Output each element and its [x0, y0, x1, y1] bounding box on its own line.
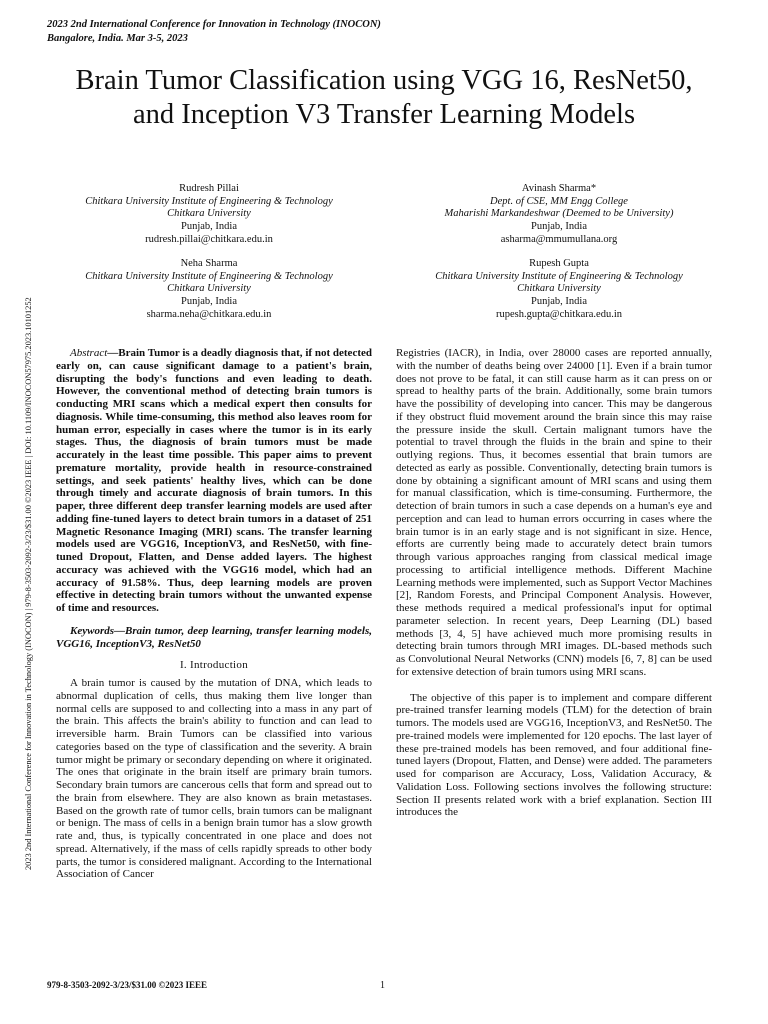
author-name: Rudresh Pillai	[179, 183, 239, 194]
author-email: asharma@mmumullana.org	[500, 233, 618, 245]
author-affiliation: Chitkara University	[167, 283, 251, 295]
conference-header	[47, 18, 381, 46]
left-column	[56, 347, 372, 881]
abstract-text: —Brain Tumor is a deadly diagnosis that, if not detected early on, can cause significant damage to a patient's brain, disrupting the body's functions and even leading to death. However, the conventional method of detecting brain tumors is conducting MRI scans which a medical expert then consults for diagnosis. While time-consuming, this method also leaves room for human error, especially in cases where the tumor is in its early stages. Thus, the diagnosis of brain tumors must be made accurately in the least time possible. This paper aims to prevent premature mortality, provide health in resource-constrained settings, and seek patients' healthy lives, which can be done through timely and accurate diagnosis of brain tumors. In this paper, three different deep transfer learning models are used after adding fine-tuned layers to detect brain tumors in a dataset of 251 Magnetic Resonance Imaging (MRI) scans. The transfer learning models used are VGG16, InceptionV3, and ResNet50, with fine-tuned Dropout, Flatten, and Dense added layers. The highest accuracy was achieved with the VGG16 model, which had an accuracy of 91.58%. Thus, deep learning models are proven effective in detecting brain tumors without the unwanted expense of time and resources.	[56, 347, 372, 614]
author-location: Punjab, India	[531, 221, 587, 233]
footer-copyright: 979-8-3503-2092-3/23/$31.00 ©2023 IEEE	[47, 980, 207, 990]
right-column	[396, 347, 712, 819]
author-block-2	[394, 183, 724, 247]
page-number: 1	[380, 980, 385, 991]
author-email: rudresh.pillai@chitkara.edu.in	[145, 233, 273, 245]
conference-location: Bangalore, India. Mar 3-5, 2023	[47, 33, 188, 44]
author-email: rupesh.gupta@chitkara.edu.in	[495, 308, 622, 320]
author-affiliation: Chitkara University	[517, 283, 601, 295]
author-name: Avinash Sharma*	[521, 183, 597, 194]
section-heading-introduction: I. Introduction	[179, 659, 249, 672]
author-email: sharma.neha@chitkara.edu.in	[146, 308, 272, 320]
author-name: Rupesh Gupta	[529, 258, 589, 269]
doi-sidebar-text: 2023 2nd International Conference for Innovation in Technology (INOCON) | 979-8-3503-2092-3/23/$31.00 ©2023 IEEE | DOI: 10.1109/INOCON57975.2023.10101252	[24, 297, 33, 870]
author-affiliation: Chitkara University	[167, 208, 251, 220]
author-affiliation: Chitkara University Institute of Engineering & Technology	[85, 270, 333, 282]
author-block-4	[394, 258, 724, 322]
abstract	[56, 347, 372, 615]
intro-paragraph-1-continued: Registries (IACR), in India, over 28000 cases are reported annually, with the number of deaths being over 24000 [1]. Even if a brain tumor does not prove to be fatal, it can still cause harm as it can press on or spread to healthy parts of the brain. Additionally, some brain tumors have the possibility of developing into cancer. This may be dangerous if they obstruct fluid movement around the brain since this may raise the pressure inside the skull. Certain malignant tumors have the potential to travel through the fluids in the brain and spine to their outlying regions. Thus, it becomes essential that brain tumors are detected as early as possible. Conventionally, detecting brain tumors is done by obtaining a significant amount of MRI scans and using them for manual classification, which is time-consuming. Furthermore, the detection of brain tumors in such a case depends on a human's eye and perception and can lead to human errors occurring in cases where the brain tumor is in an early stage and is not significant in size. Hence, efforts are currently being made to accurately detect brain tumors through various approaches ranging from classical medical image processing to artificial intelligence methods. Different Machine Learning methods were implemented, such as Support Vector Machines [2], Random Forests, and Principal Component Analysis. However, these methods required a medical professional's input for optimal parameter selection. In recent years, Deep Learning (DL) based methods [3, 4, 5] have achieved much more promising results in detecting brain tumors through MRI images. DL-based methods such as Convolutional Neural Networks (CNN) models [6, 7, 8] can be used for extensive detection of brain tumors using MRI scans.	[396, 347, 712, 678]
author-affiliation: Chitkara University Institute of Engineering & Technology	[85, 195, 333, 207]
author-location: Punjab, India	[531, 296, 587, 308]
doi-sidebar	[16, 180, 32, 870]
author-affiliation: Chitkara University Institute of Engineering & Technology	[435, 270, 683, 282]
author-location: Punjab, India	[181, 296, 237, 308]
intro-paragraph-2: The objective of this paper is to implement and compare different pre-trained transfer learning models (TLM) for the detection of brain tumors. The models used are VGG16, InceptionV3, and ResNet50. The pre-trained models were implemented for 120 epochs. The last layer of these pre-trained models has been removed, and four additional fine-tuned layers (Dropout, Flatten, and Dense) were added. The parameters used for comparison are Accuracy, Loss, Validation Accuracy, & Validation Loss. Following sections involves the following structure: Section II presents related work with a brief explanation. Section III introduces the	[396, 691, 712, 819]
author-block-3	[44, 258, 374, 322]
abstract-label: Abstract	[70, 347, 108, 359]
keywords: Keywords—Brain tumor, deep learning, transfer learning models, VGG16, InceptionV3, ResNet50	[56, 624, 372, 650]
author-name: Neha Sharma	[180, 258, 238, 269]
intro-paragraph-1: A brain tumor is caused by the mutation of DNA, which leads to abnormal duplication of cells, thus making them live longer than normal cells are supposed to and collecting into a mass in any part of the brain. This affects the brain's ability to function and can lead to irreversible harm. Brain Tumors can be classified into various categories based on the type of classification and the severity. A brain tumor might be primary or secondary depending on where it originated. The ones that originate in the brain itself are primary brain tumors. Secondary brain tumors are cancerous cells that form and spread out to the brain from elsewhere. They are also known as brain metastases. Based on the growth rate of tumor cells, brain tumors can be malignant or benign. The mass of cells in a benign brain tumor has a slow growth rate and, thus, is typically concentrated in one place and does not spread. Alternatively, if the mass of cells rapidly spreads to other body parts, the tumor is considered malignant. According to the International Association of Cancer	[56, 677, 372, 881]
author-affiliation: Maharishi Markandeshwar (Deemed to be University)	[444, 208, 674, 220]
paper-title: Brain Tumor Classification using VGG 16, ResNet50, and Inception V3 Transfer Learning Models	[75, 65, 693, 130]
conference-name: 2023 2nd International Conference for Innovation in Technology (INOCON)	[47, 19, 381, 30]
author-block-1	[44, 183, 374, 247]
author-affiliation: Dept. of CSE, MM Engg College	[490, 195, 628, 207]
author-location: Punjab, India	[181, 221, 237, 233]
